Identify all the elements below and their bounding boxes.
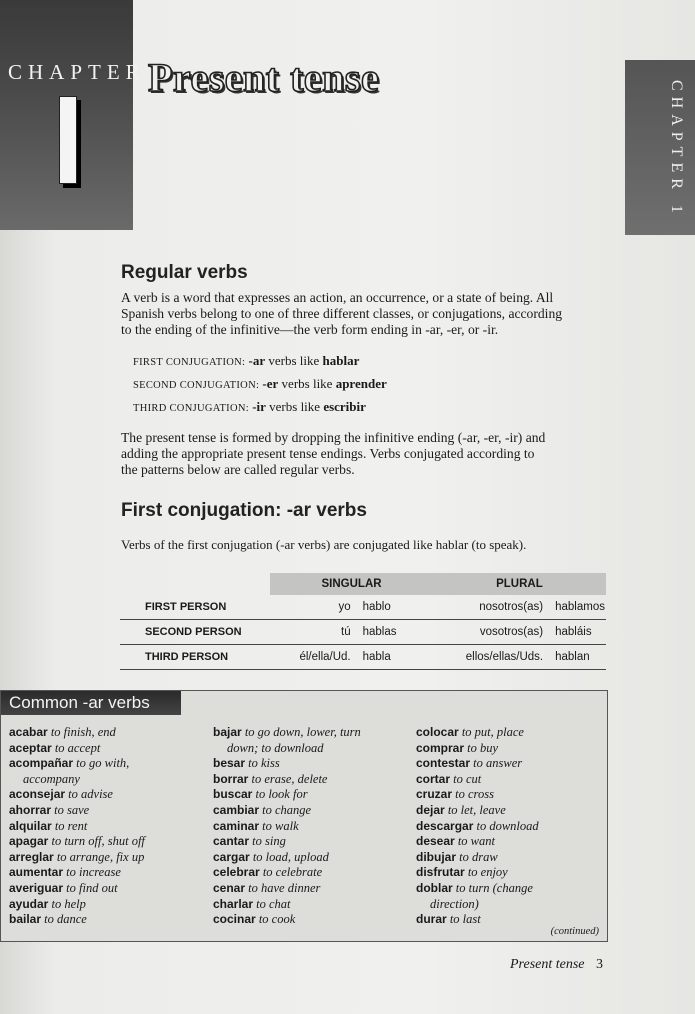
verb-gloss: to want — [457, 834, 495, 849]
verb-gloss: to rent — [54, 818, 88, 833]
conjugation-ending: -er — [262, 376, 279, 391]
table-row — [120, 620, 606, 645]
verb-infinitive: cenar — [213, 880, 246, 895]
verb-infinitive: aceptar — [9, 740, 52, 755]
common-verbs-heading: Common -ar verbs — [1, 691, 181, 715]
verb-gloss: to last — [449, 912, 481, 927]
verb-entry — [416, 897, 539, 913]
common-verbs-box — [0, 690, 608, 942]
verb-infinitive: charlar — [213, 896, 254, 911]
verb-entry — [9, 850, 145, 866]
verb-gloss: direction) — [430, 896, 479, 911]
verb-infinitive: apagar — [9, 834, 49, 849]
verb-entry — [9, 865, 145, 881]
verb-entry — [213, 912, 361, 928]
verb-infinitive: colocar — [416, 725, 459, 739]
verb-gloss: to celebrate — [262, 865, 323, 880]
conjugation-line-1 — [133, 353, 359, 369]
verb-gloss: to erase, delete — [251, 771, 328, 786]
verb-gloss: to find out — [66, 880, 118, 895]
verb-gloss: to help — [51, 896, 86, 911]
verb-gloss: down; to download — [227, 740, 324, 755]
verb-entry — [213, 772, 361, 788]
verb-entry — [9, 912, 145, 928]
verb-gloss: to load, upload — [252, 849, 329, 864]
verb-infinitive: disfrutar — [416, 865, 465, 880]
verb-infinitive: alquilar — [9, 818, 52, 833]
verb-gloss: to walk — [262, 818, 299, 833]
verb-entry — [9, 881, 145, 897]
footer-section: Present tense — [510, 957, 585, 972]
verb-entry — [9, 741, 145, 757]
verb-gloss: to download — [476, 818, 539, 833]
verb-gloss: to advise — [68, 787, 113, 802]
chapter-badge — [0, 0, 146, 230]
heading-first-conjugation: First conjugation: -ar verbs — [121, 500, 367, 521]
verb-infinitive: cargar — [213, 849, 250, 864]
conjugation-verb: hablar — [322, 353, 360, 368]
conjugation-text: verbs like — [281, 376, 333, 391]
verb-infinitive: ayudar — [9, 896, 49, 911]
verb-entry — [416, 803, 539, 819]
verb-gloss: to change — [262, 802, 312, 817]
verb-infinitive: caminar — [213, 818, 260, 833]
verb-infinitive: cambiar — [213, 802, 260, 817]
first-conjugation-intro: Verbs of the first conjugation (-ar verbs) are conjugated like hablar (to speak). — [121, 537, 527, 552]
chapter-number — [49, 88, 101, 182]
verb-entry — [416, 725, 539, 741]
table-header-row — [120, 573, 606, 595]
plural-form: habláis — [549, 620, 606, 645]
verb-infinitive: durar — [416, 912, 447, 927]
chapter-side-tab — [625, 60, 695, 235]
verb-gloss: to answer — [473, 756, 523, 771]
singular-form: hablo — [357, 595, 433, 620]
verb-entry — [213, 756, 361, 772]
side-tab-label: CHAPTER 1 — [668, 80, 685, 219]
conjugation-text: verbs like — [268, 353, 320, 368]
verb-entry — [213, 897, 361, 913]
text-line: Spanish verbs belong to one of three different classes, or conjugations, according — [121, 306, 563, 321]
conjugation-line-3 — [133, 399, 366, 415]
page-title: Present tense — [148, 55, 380, 100]
verb-gloss: to sing — [252, 834, 286, 849]
verb-entry — [9, 819, 145, 835]
conjugation-ending: -ir — [252, 399, 266, 414]
verb-gloss: to buy — [467, 740, 499, 755]
verb-entry — [213, 787, 361, 803]
verb-infinitive: cortar — [416, 771, 451, 786]
verb-infinitive: aumentar — [9, 865, 64, 880]
verb-column-2 — [213, 725, 361, 928]
verb-infinitive: comprar — [416, 740, 465, 755]
text-line: the patterns below are called regular verbs. — [121, 462, 355, 477]
paragraph-regular-intro — [121, 290, 562, 338]
verb-entry — [213, 881, 361, 897]
conjugation-label: THIRD CONJUGATION: — [133, 403, 249, 414]
plural-form: hablan — [549, 645, 606, 670]
verb-infinitive: dejar — [416, 802, 445, 817]
verb-gloss: to cross — [455, 787, 494, 802]
text-line: to the ending of the infinitive—the verb form ending in -ar, -er, or -ir. — [121, 322, 499, 337]
singular-form: hablas — [357, 620, 433, 645]
verb-entry — [416, 819, 539, 835]
verb-infinitive: arreglar — [9, 849, 54, 864]
verb-entry — [9, 803, 145, 819]
verb-infinitive: ahorrar — [9, 802, 52, 817]
conjugation-ending: -ar — [248, 353, 266, 368]
page-footer — [510, 957, 603, 973]
verb-entry — [416, 850, 539, 866]
verb-gloss: to let, leave — [447, 802, 506, 817]
verb-infinitive: buscar — [213, 787, 253, 802]
verb-gloss: to go down, lower, turn — [244, 725, 361, 739]
verb-infinitive: bajar — [213, 725, 242, 739]
singular-pronoun: yo — [270, 595, 356, 620]
verb-entry — [213, 741, 361, 757]
verb-entry — [213, 819, 361, 835]
verb-gloss: to cut — [453, 771, 482, 786]
verb-gloss: to go with, — [76, 756, 130, 771]
page-number: 3 — [596, 957, 604, 972]
verb-gloss: to arrange, fix up — [56, 849, 145, 864]
verb-infinitive: cocinar — [213, 912, 256, 927]
verb-gloss: to dance — [44, 912, 87, 927]
verb-entry — [213, 803, 361, 819]
verb-infinitive: dibujar — [416, 849, 457, 864]
verb-gloss: to chat — [256, 896, 291, 911]
verb-gloss: to turn off, shut off — [51, 834, 145, 849]
table-row — [120, 595, 606, 620]
plural-pronoun: vosotros(as) — [433, 620, 549, 645]
singular-pronoun: tú — [270, 620, 356, 645]
verb-entry — [9, 756, 145, 772]
text-line: A verb is a word that expresses an action, an occurrence, or a state of being. All — [121, 290, 554, 305]
verb-entry — [416, 741, 539, 757]
verb-entry — [416, 912, 539, 928]
verb-entry — [9, 897, 145, 913]
verb-gloss: to accept — [54, 740, 101, 755]
conjugation-text: verbs like — [269, 399, 321, 414]
verb-entry — [416, 865, 539, 881]
verb-infinitive: contestar — [416, 756, 471, 771]
verb-entry — [9, 787, 145, 803]
verb-infinitive: doblar — [416, 880, 453, 895]
verb-infinitive: besar — [213, 756, 246, 771]
verb-infinitive: bailar — [9, 912, 42, 927]
verb-infinitive: borrar — [213, 771, 249, 786]
verb-gloss: to look for — [255, 787, 308, 802]
text-line: adding the appropriate present tense endings. Verbs conjugated according to — [121, 446, 535, 461]
conjugation-label: FIRST CONJUGATION: — [133, 357, 246, 368]
heading-regular-verbs: Regular verbs — [121, 262, 248, 283]
verb-column-3 — [416, 725, 539, 928]
conjugation-label: SECOND CONJUGATION: — [133, 380, 260, 391]
singular-form: habla — [357, 645, 433, 670]
verb-entry — [416, 881, 539, 897]
paragraph-present-tense — [121, 430, 545, 478]
verb-gloss: to save — [54, 802, 90, 817]
verb-entry — [9, 834, 145, 850]
verb-entry — [213, 834, 361, 850]
verb-gloss: to cook — [258, 912, 296, 927]
person-label: SECOND PERSON — [120, 620, 270, 645]
continued-note: (continued) — [550, 926, 599, 937]
chapter-word: CHAPTER — [8, 60, 146, 84]
verb-gloss: to turn (change — [455, 880, 533, 895]
header-singular: SINGULAR — [270, 573, 433, 595]
verb-entry — [9, 725, 145, 741]
person-label: FIRST PERSON — [120, 595, 270, 620]
verb-infinitive: cantar — [213, 834, 250, 849]
verb-entry — [416, 834, 539, 850]
verb-infinitive: aconsejar — [9, 787, 66, 802]
verb-entry — [213, 850, 361, 866]
verb-infinitive: cruzar — [416, 787, 453, 802]
verb-gloss: to draw — [459, 849, 498, 864]
table-row — [120, 645, 606, 670]
verb-infinitive: acabar — [9, 725, 48, 739]
verb-entry — [9, 772, 145, 788]
verb-gloss: to finish, end — [50, 725, 116, 739]
plural-pronoun: nosotros(as) — [433, 595, 549, 620]
verb-infinitive: averiguar — [9, 880, 64, 895]
conjugation-verb: escribir — [323, 399, 366, 414]
verb-infinitive: desear — [416, 834, 455, 849]
verb-gloss: to put, place — [461, 725, 524, 739]
verb-gloss: to have dinner — [248, 880, 321, 895]
verb-gloss: accompany — [23, 771, 80, 786]
verb-entry — [213, 865, 361, 881]
person-label: THIRD PERSON — [120, 645, 270, 670]
verb-gloss: to increase — [66, 865, 121, 880]
conjugation-verb: aprender — [335, 376, 387, 391]
verb-gloss: to enjoy — [467, 865, 508, 880]
text-line: The present tense is formed by dropping the infinitive ending (-ar, -er, -ir) and — [121, 430, 546, 445]
plural-pronoun: ellos/ellas/Uds. — [433, 645, 549, 670]
header-plural: PLURAL — [433, 573, 606, 595]
verb-entry — [416, 787, 539, 803]
conjugation-line-2 — [133, 376, 387, 392]
singular-pronoun: él/ella/Ud. — [270, 645, 356, 670]
verb-infinitive: celebrar — [213, 865, 260, 880]
verb-entry — [416, 756, 539, 772]
verb-infinitive: descargar — [416, 818, 474, 833]
conjugation-table — [120, 573, 606, 670]
verb-infinitive: acompañar — [9, 756, 74, 771]
verb-column-1 — [9, 725, 145, 928]
verb-entry — [416, 772, 539, 788]
plural-form: hablamos — [549, 595, 606, 620]
verb-entry — [213, 725, 361, 741]
verb-gloss: to kiss — [248, 756, 280, 771]
